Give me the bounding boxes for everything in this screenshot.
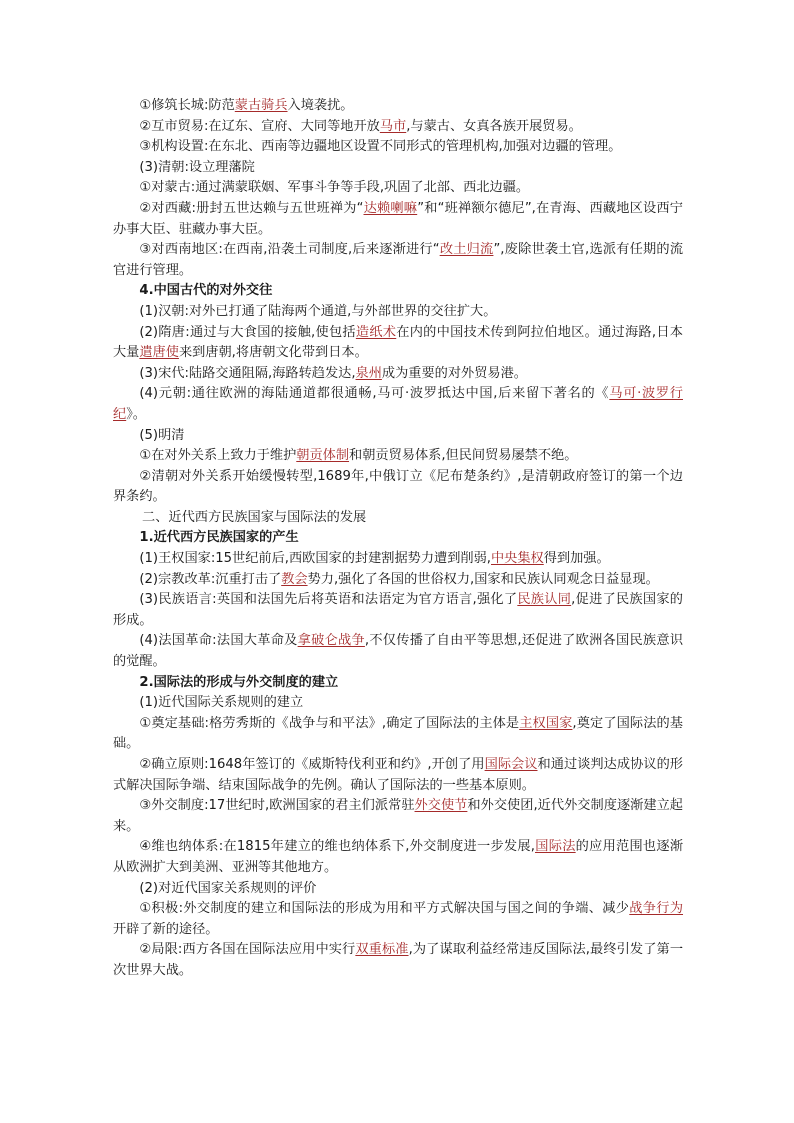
text-run: ①在对外关系上致力于维护: [139, 448, 297, 464]
paragraph: [113, 384, 683, 425]
text-run: ②互市贸易:在辽东、宣府、大同等地开放: [139, 118, 380, 134]
key-term: 蒙古骑兵: [234, 98, 288, 113]
text-run: ③外交制度:17世纪时,欧洲国家的君主们派常驻: [139, 798, 415, 814]
paragraph: [113, 323, 683, 364]
text-run: 和通过谈判达成协议的形式解决国际争端、结束国际战争的先例。确认了国际法的一些基本原则。: [113, 757, 683, 793]
text-run: ①奠定基础:格劳秀斯的《战争与和平法》,确定了国际法的主体是: [139, 715, 520, 731]
paragraph: [113, 117, 683, 138]
text-run: (4)元朝:通往欧洲的海陆通道都很通畅,马可·波罗抵达中国,后来留下著名的《: [139, 386, 610, 402]
text-run: 得到加强。: [543, 551, 610, 567]
text-run: ,不仅传播了自由平等思想,还促进了欧洲各国民族意识的觉醒。: [113, 633, 684, 670]
paragraph: [113, 693, 683, 714]
document-body: [113, 96, 683, 982]
key-term: 造纸术: [355, 324, 397, 340]
text-run: (3)宋代:陆路交通阻隔,海路转趋发达,: [139, 365, 356, 381]
text-run: ②清朝对外关系开始缓慢转型,1689年,中俄订立《尼布楚条约》,是清朝政府签订的第一个边界条约。: [113, 468, 683, 505]
text-run: ”和“班禅额尔德尼”,在青海、西藏地区设西宁办事大臣、驻藏办事大臣。: [113, 200, 683, 237]
text-run: ,促进了民族国家的形成。: [113, 592, 683, 628]
text-run: 来到唐朝,将唐朝文化带到日本。: [178, 345, 368, 361]
key-term: 达赖喇嘛: [363, 200, 418, 216]
paragraph: [113, 631, 683, 672]
text-run: 和朝贡贸易体系,但民间贸易屡禁不绝。: [349, 448, 578, 464]
paragraph: [113, 96, 683, 117]
text-run: (3)民族语言:英国和法国先后将英语和法语定为官方语言,强化了: [139, 592, 518, 608]
section-heading: [113, 508, 683, 529]
paragraph: [113, 137, 683, 158]
text-run: (1)王权国家:15世纪前后,西欧国家的封建割据势力遭到削弱,: [139, 551, 491, 567]
paragraph: [113, 755, 683, 796]
key-term: 遣唐使: [139, 345, 179, 361]
paragraph: [113, 940, 683, 981]
key-term: 拿破仑战争: [297, 633, 365, 649]
subsection-heading: [113, 528, 683, 549]
key-term: 双重标准: [355, 942, 409, 958]
key-term: 泉州: [355, 365, 382, 381]
text-run: 在内的中国技术传到阿拉伯地区。通过海路,日本大量: [113, 324, 683, 361]
text-run: (2)隋唐:通过与大食国的接触,使包括: [139, 324, 356, 340]
paragraph: [113, 570, 683, 591]
text-run: 二、近代西方民族国家与国际法的发展: [142, 509, 367, 525]
text-run: 1.近代西方民族国家的产生: [139, 530, 299, 546]
paragraph: [113, 426, 683, 447]
text-run: 2.国际法的形成与外交制度的建立: [139, 674, 339, 690]
paragraph: [113, 467, 683, 508]
paragraph: [113, 590, 683, 631]
text-run: ,为了谋取利益经常违反国际法,最终引发了第一次世界大战。: [113, 942, 684, 978]
key-term: 朝贡体制: [296, 448, 350, 464]
paragraph: [113, 446, 683, 467]
paragraph: [113, 899, 683, 940]
paragraph: [113, 879, 683, 900]
paragraph: [113, 364, 683, 385]
text-run: ,奠定了国际法的基础。: [113, 715, 683, 752]
paragraph: [113, 178, 683, 199]
text-run: ,与蒙古、女真各族开展贸易。: [406, 118, 582, 134]
text-run: 的应用范围也逐渐从欧洲扩大到美洲、亚洲等其他地方。: [113, 839, 684, 875]
text-run: (5)明清: [139, 427, 185, 443]
text-run: (1)汉朝:对外已打通了陆海两个通道,与外部世界的交往扩大。: [139, 303, 497, 319]
paragraph: [113, 158, 683, 179]
text-run: 开辟了新的途径。: [113, 921, 219, 937]
text-run: 4.中国古代的对外交往: [139, 283, 273, 299]
key-term: 中央集权: [491, 551, 544, 567]
text-run: ③对西南地区:在西南,沿袭土司制度,后来逐渐进行“: [139, 242, 440, 258]
text-run: (4)法国革命:法国大革命及: [139, 633, 298, 649]
subsection-heading: [113, 673, 683, 694]
text-run: ②对西藏:册封五世达赖与五世班禅为“: [139, 200, 364, 216]
text-run: ”,废除世袭土官,选派有任期的流官进行管理。: [113, 242, 684, 278]
text-run: (3)清朝:设立理藩院: [139, 159, 255, 175]
text-run: ③机构设置:在东北、西南等边疆地区设置不同形式的管理机构,加强对边疆的管理。: [139, 139, 622, 155]
paragraph: [113, 302, 683, 323]
text-run: ②局限:西方各国在国际法应用中实行: [139, 942, 356, 958]
text-run: 成为重要的对外贸易港。: [381, 365, 527, 381]
paragraph: [113, 199, 683, 240]
text-run: ①对蒙古:通过满蒙联姻、军事斗争等手段,巩固了北部、西北边疆。: [139, 180, 530, 196]
text-run: (2)对近代国家关系规则的评价: [139, 880, 317, 896]
paragraph: [113, 240, 683, 281]
text-run: 和外交使团,近代外交制度逐渐建立起来。: [113, 798, 683, 834]
text-run: (2)宗教改革:沉重打击了: [139, 571, 282, 587]
paragraph: [113, 796, 683, 837]
text-run: (1)近代国际关系规则的建立: [139, 695, 304, 711]
key-term: 教会: [281, 571, 308, 587]
key-term: 战争行为: [629, 901, 684, 917]
text-run: ②确立原则:1648年签订的《威斯特伐利亚和约》,开创了用: [139, 757, 485, 772]
key-term: 外交使节: [414, 798, 468, 814]
key-term: 马可·波罗行纪: [113, 386, 683, 422]
paragraph: [113, 549, 683, 570]
key-term: 国际法: [535, 839, 576, 855]
subsection-heading: [113, 281, 683, 302]
text-run: 入境袭扰。: [287, 98, 354, 113]
key-term: 民族认同: [517, 592, 572, 608]
paragraph: [113, 714, 683, 755]
text-run: ①修筑长城:防范: [139, 98, 235, 113]
text-run: 》。: [126, 406, 146, 422]
paragraph: [113, 837, 683, 878]
key-term: 改土归流: [439, 242, 494, 258]
key-term: 马市: [379, 118, 407, 134]
text-run: 势力,强化了各国的世俗权力,国家和民族认同观念日益显现。: [307, 571, 659, 587]
text-run: ④维也纳体系:在1815年建立的维也纳体系下,外交制度进一步发展,: [139, 839, 536, 855]
key-term: 国际会议: [484, 757, 538, 772]
text-run: ①积极:外交制度的建立和国际法的形成为用和平方式解决国与国之间的争端、减少: [139, 901, 630, 917]
key-term: 主权国家: [519, 715, 573, 731]
